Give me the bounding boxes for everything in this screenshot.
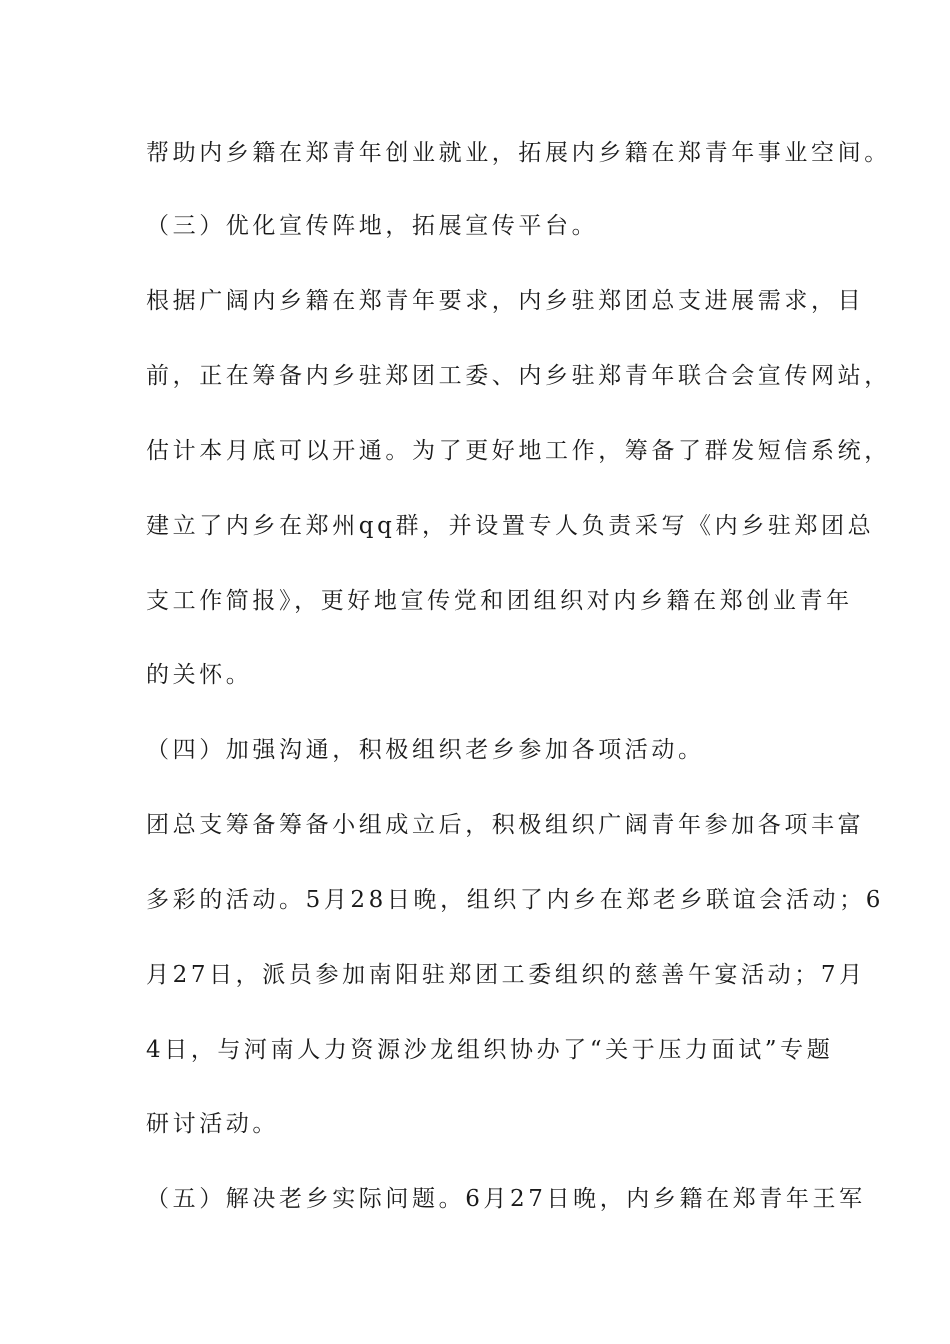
body-text-line: 帮助内乡籍在郑青年创业就业，拓展内乡籍在郑青年事业空间。 <box>146 140 891 166</box>
section-heading: （五）解决老乡实际问题。6月27日晚，内乡籍在郑青年王军 <box>146 1186 866 1212</box>
body-text-line: 月27日，派员参加南阳驻郑团工委组织的慈善午宴活动；7月 <box>146 962 866 988</box>
section-heading: （三）优化宣传阵地，拓展宣传平台。 <box>146 213 599 239</box>
body-text-line: 前，正在筹备内乡驻郑团工委、内乡驻郑青年联合会宣传网站， <box>146 363 891 389</box>
section-heading: （四）加强沟通，积极组织老乡参加各项活动。 <box>146 737 705 763</box>
body-text-line: 4日，与河南人力资源沙龙组织协办了“关于压力面试”专题 <box>146 1037 834 1063</box>
body-text-line: 团总支筹备筹备小组成立后，积极组织广阔青年参加各项丰富 <box>146 812 865 838</box>
body-text-line: 研讨活动。 <box>146 1111 279 1137</box>
body-text-line: 根据广阔内乡籍在郑青年要求，内乡驻郑团总支进展需求，目 <box>146 288 865 314</box>
body-text-line: 支工作简报》，更好地宣传党和团组织对内乡籍在郑创业青年 <box>146 588 853 614</box>
body-text-line: 的关怀。 <box>146 662 253 688</box>
body-text-line: 建立了内乡在郑州qq群，并设置专人负责采写《内乡驻郑团总 <box>146 513 875 539</box>
body-text-line: 估计本月底可以开通。为了更好地工作，筹备了群发短信系统， <box>146 438 891 464</box>
body-text-line: 多彩的活动。5月28日晚，组织了内乡在郑老乡联谊会活动；6 <box>146 887 884 913</box>
